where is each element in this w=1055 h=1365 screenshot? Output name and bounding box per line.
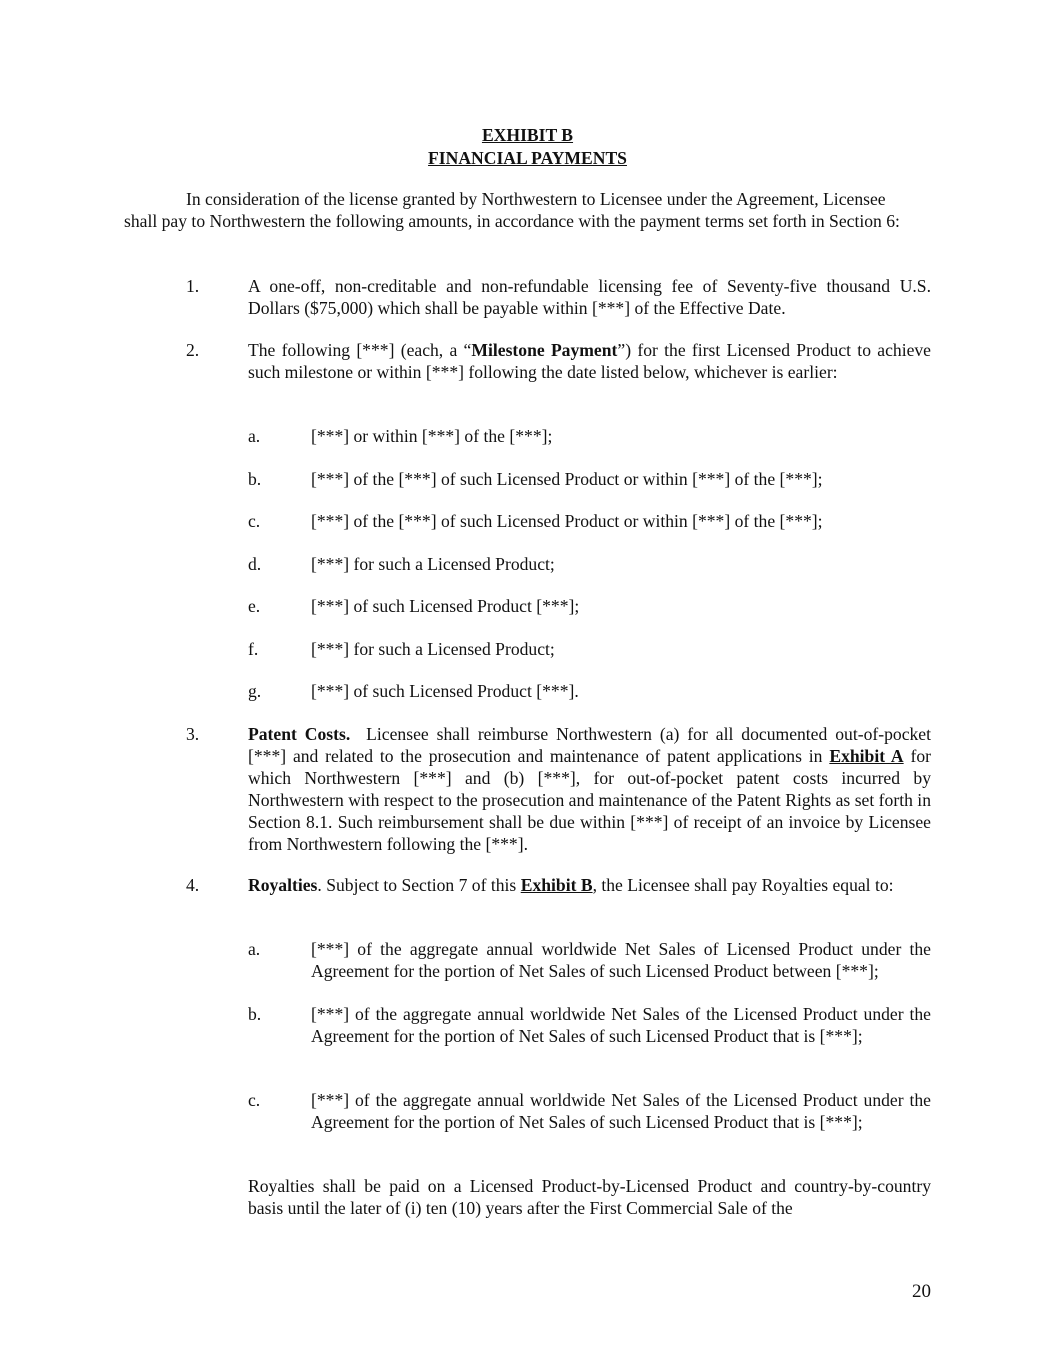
sub-item-letter: d. (248, 554, 262, 574)
patent-costs-heading: Patent Costs. (248, 724, 351, 744)
item-number: 4. (186, 875, 200, 895)
sub-item-text: [***] of the aggregate annual worldwide Net Sales of the Licensed Product under the Agreement for the portion of Net Sales of such Licensed Product that is [***]; (311, 1004, 931, 1046)
item-text (248, 723, 931, 855)
sub-item-letter: c. (248, 1090, 261, 1110)
sub-item-text: [***] of such Licensed Product [***]. (311, 681, 579, 701)
sub-item-letter: e. (248, 596, 261, 616)
sub-item-text: [***] of the aggregate annual worldwide Net Sales of the Licensed Product under the Agreement for the portion of Net Sales of such Licensed Product that is [***]; (311, 1090, 931, 1132)
item-text-pre: . Subject to Section 7 of this (317, 875, 517, 895)
sub-item-text: [***] of the aggregate annual worldwide Net Sales of Licensed Product under the Agreement for the portion of Net Sales of such Licensed Product between [***]; (311, 939, 931, 981)
sub-item-text: [***] for such a Licensed Product; (311, 554, 555, 574)
sub-item-text: [***] or within [***] of the [***]; (311, 426, 553, 446)
sub-item-letter: g. (248, 681, 262, 701)
item-number: 3. (186, 724, 200, 744)
exhibit-b-reference: Exhibit B (520, 875, 593, 895)
item-number: 1. (186, 276, 200, 296)
sub-item-text: [***] of such Licensed Product [***]; (311, 596, 580, 616)
sub-item-letter: b. (248, 469, 262, 489)
item-text-post: , the Licensee shall pay Royalties equal to: (592, 875, 894, 895)
royalties-heading: Royalties (248, 875, 318, 895)
exhibit-title: EXHIBIT B (481, 125, 574, 145)
sub-item-text: [***] for such a Licensed Product; (311, 639, 555, 659)
intro-paragraph: In consideration of the license granted by Northwestern to Licensee under the Agreement, Licensee shall pay to Northwestern the following amounts, in accordance with the payment terms set forth in Section 6: (124, 189, 900, 231)
sub-item-letter: a. (248, 939, 261, 959)
item-text-pre: The following [***] (each, a “ (248, 340, 472, 360)
page-number: 20 (912, 1281, 931, 1302)
item-text-post: ”) for the first Licensed Product to achieve such milestone or within [***] following the date listed below, whichever is earlier: (248, 340, 931, 382)
sub-item-text: [***] of the [***] of such Licensed Product or within [***] of the [***]; (311, 511, 823, 531)
sub-item-letter: a. (248, 426, 261, 446)
sub-item-letter: f. (248, 639, 259, 659)
item-number: 2. (186, 340, 200, 360)
item-text: A one-off, non-creditable and non-refundable licensing fee of Seventy-five thousand U.S. Dollars ($75,000) which shall be payable within [***] of the Effective Date. (248, 276, 931, 318)
item-text-post: for which Northwestern [***] and (b) [***], for out-of-pocket patent costs incurred by Northwestern with respect to the prosecution and maintenance of the Patent Rights as set forth in Section 8.1. Such reimbursement shall be due within [***] of receipt of an invoice by Licensee from Northwestern following the [***]. (248, 746, 931, 854)
item-text (248, 339, 931, 383)
sub-item-letter: c. (248, 511, 261, 531)
item-text (248, 874, 931, 896)
sub-item-text: [***] of the [***] of such Licensed Product or within [***] of the [***]; (311, 469, 823, 489)
item-text-pre: Licensee shall reimburse Northwestern (a) for all documented out-of-pocket [***] and related to the prosecution and maintenance of patent applications in (248, 724, 931, 766)
royalties-closing-paragraph: Royalties shall be paid on a Licensed Product-by-Licensed Product and country-by-country basis until the later of (i) ten (10) years after the First Commercial Sale of the (248, 1176, 931, 1218)
exhibit-subtitle: FINANCIAL PAYMENTS (428, 148, 627, 168)
sub-item-letter: b. (248, 1004, 262, 1024)
milestone-payment-term: Milestone Payment (471, 340, 618, 360)
exhibit-a-reference: Exhibit A (829, 746, 904, 766)
